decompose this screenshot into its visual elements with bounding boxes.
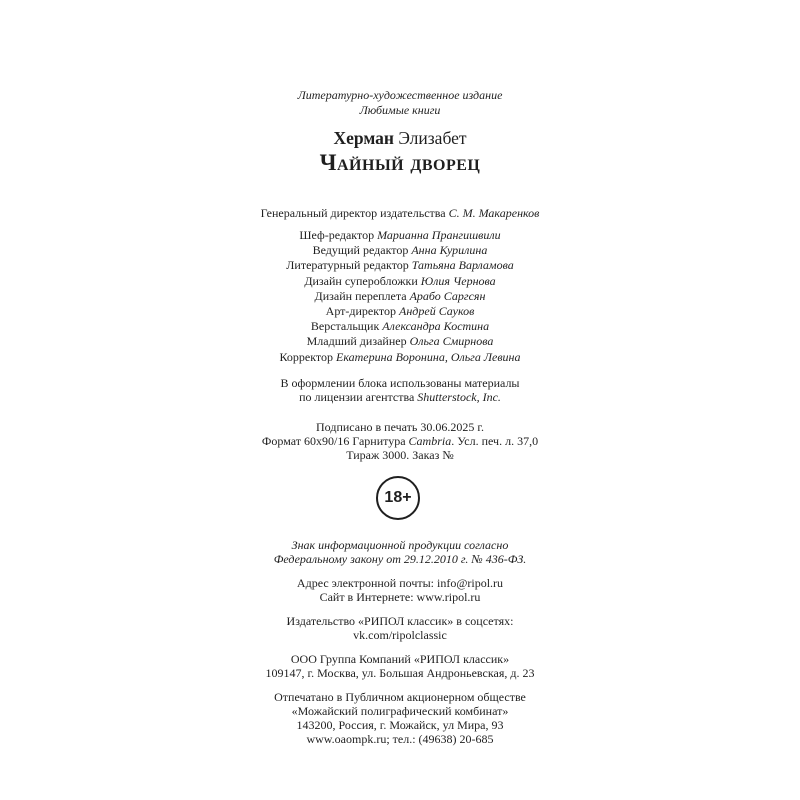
staff-name: Юлия Чернова — [420, 273, 496, 288]
format-prefix: Формат 60х90/16 Гарнитура — [261, 434, 406, 448]
social-label: Издательство «РИПОЛ классик» в соцсетях: — [286, 614, 514, 628]
format-line — [0, 434, 800, 448]
materials-prefix: по лицензии агентства — [299, 390, 415, 404]
format-font: Cambria — [408, 434, 452, 448]
publisher-address: 109147, г. Москва, ул. Большая Андроньевская, д. 23 — [265, 666, 535, 680]
staff-role: Шеф-редактор — [299, 228, 375, 242]
staff-name: Анна Курилина — [411, 243, 488, 258]
staff-role: Дизайн переплета — [314, 288, 407, 303]
social-link: vk.com/ripolclassic — [353, 628, 447, 642]
staff-name: Александра Костина — [382, 319, 490, 334]
staff-credit-line — [0, 289, 800, 303]
author — [0, 128, 800, 148]
age-rating-badge: 18+ — [376, 476, 420, 520]
printer-line-3: 143200, Россия, г. Можайск, ул Мира, 93 — [296, 718, 504, 732]
publisher-name: ООО Группа Компаний «РИПОЛ классик» — [290, 652, 510, 666]
circulation-line: Тираж 3000. Заказ № — [346, 448, 454, 462]
edition-type: Литературно-художественное издание — [297, 88, 503, 102]
general-director-name: С. М. Макаренков — [448, 206, 540, 220]
materials-line-1: В оформлении блока использованы материалы — [280, 376, 520, 390]
staff-name: Татьяна Варламова — [411, 258, 514, 273]
book-title: Чайный дворец — [319, 150, 481, 175]
staff-role: Младший дизайнер — [306, 334, 407, 349]
author-name: Элизабет — [398, 128, 467, 148]
printer-line-4: www.oaompk.ru; тел.: (49638) 20-685 — [306, 732, 494, 746]
materials-line-2 — [0, 390, 800, 404]
staff-name: Ольга Смирнова — [409, 334, 494, 349]
staff-role: Ведущий редактор — [312, 243, 409, 258]
staff-role: Арт-директор — [325, 304, 397, 318]
email-line: Адрес электронной почты: info@ripol.ru — [296, 576, 504, 590]
printer-line-2: «Можайский полиграфический комбинат» — [291, 704, 509, 718]
staff-credit-line — [0, 258, 800, 272]
author-surname: Херман — [333, 128, 394, 148]
signed-to-print: Подписано в печать 30.06.2025 г. — [316, 420, 484, 434]
staff-role: Литературный редактор — [286, 258, 409, 273]
legal-line-1: Знак информационной продукции согласно — [291, 538, 509, 552]
staff-credit-line — [0, 350, 800, 364]
staff-credit-line — [0, 334, 800, 348]
staff-role: Корректор — [279, 349, 333, 364]
staff-role: Верстальщик — [310, 319, 380, 334]
staff-name: Андрей Сауков — [399, 304, 475, 318]
staff-credit-line — [0, 274, 800, 288]
staff-credit-line — [0, 243, 800, 257]
materials-agency: Shutterstock, Inc. — [417, 390, 501, 404]
site-line: Сайт в Интернете: www.ripol.ru — [319, 590, 481, 604]
staff-credit-line — [0, 304, 800, 318]
series-name: Любимые книги — [359, 103, 441, 117]
staff-name: Марианна Прангишвили — [377, 228, 501, 242]
format-suffix: . Усл. печ. л. 37,0 — [451, 434, 539, 448]
staff-credit-line — [0, 228, 800, 242]
general-director-role: Генеральный директор издательства — [260, 206, 446, 220]
staff-role: Дизайн суперобложки — [304, 273, 418, 288]
printer-line-1: Отпечатано в Публичном акционерном обществе — [274, 690, 526, 704]
staff-name: Арабо Саргсян — [409, 288, 486, 303]
staff-credit-line — [0, 319, 800, 333]
general-director-line — [0, 206, 800, 220]
staff-name: Екатерина Воронина, Ольга Левина — [336, 349, 521, 364]
legal-line-2: Федеральному закону от 29.12.2010 г. № 436-ФЗ. — [273, 552, 527, 566]
